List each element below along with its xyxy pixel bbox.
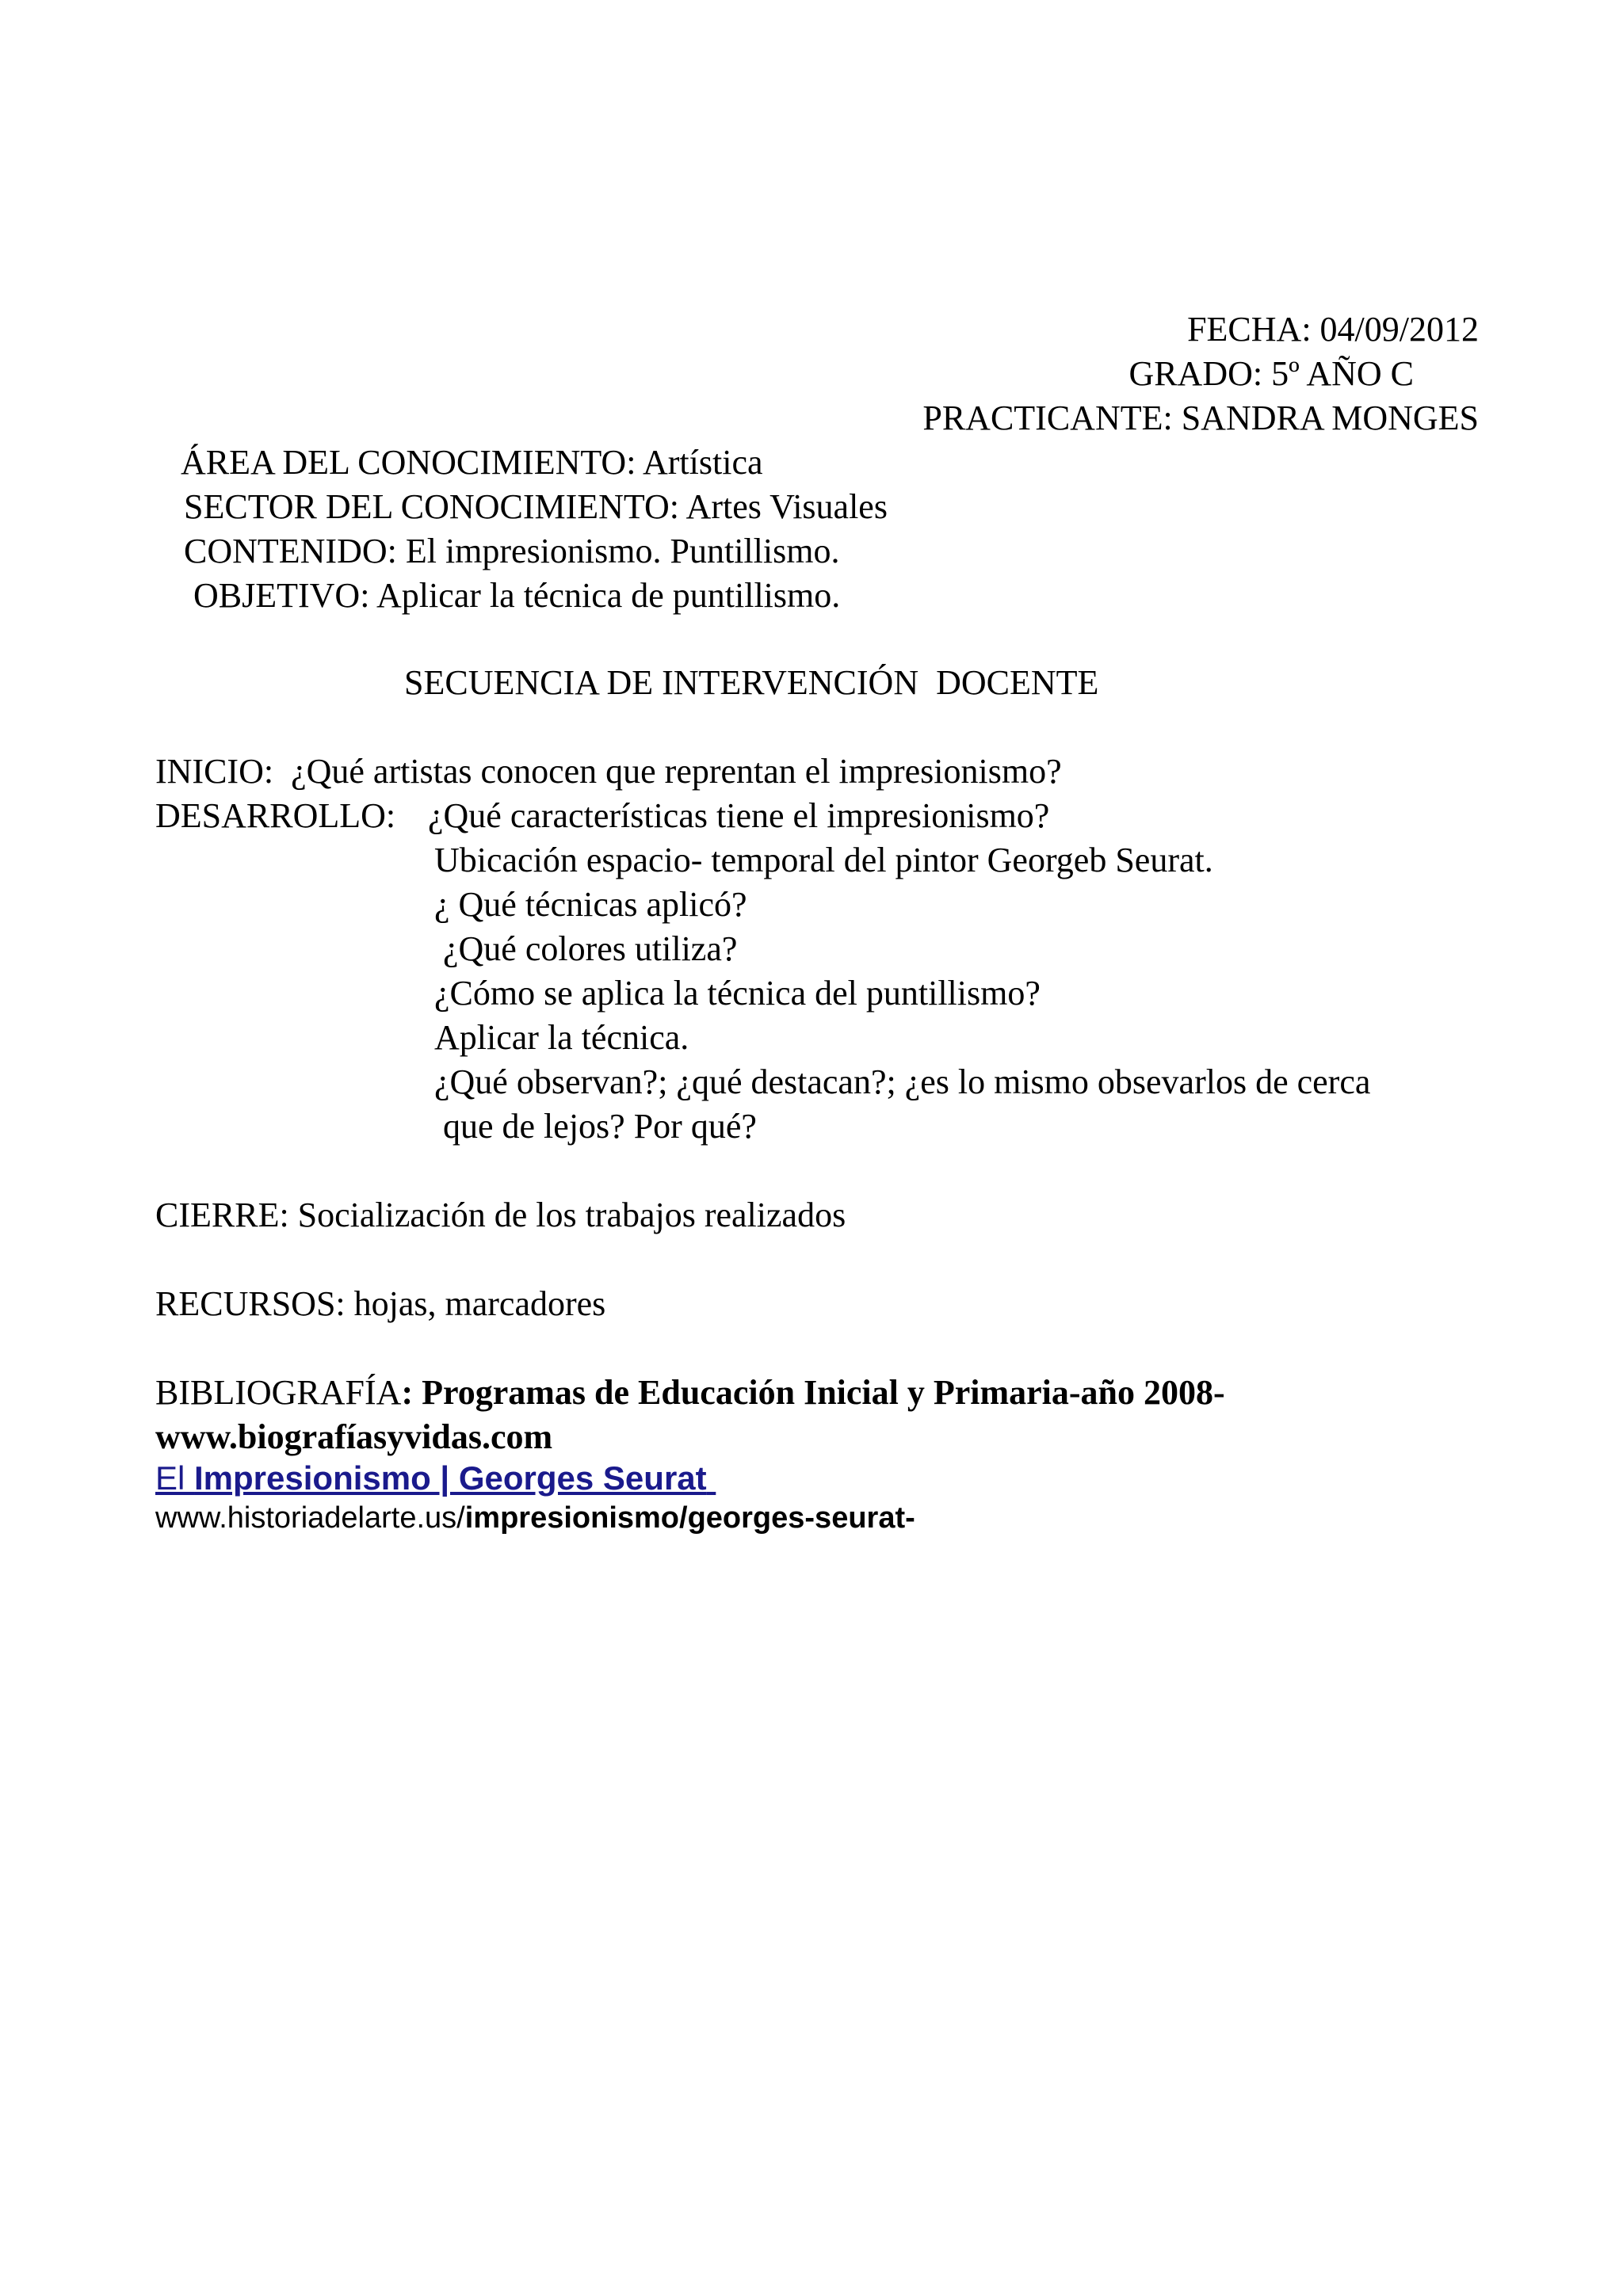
bibliography-link[interactable]	[155, 1458, 716, 1499]
bibliography-url	[155, 1499, 915, 1537]
desarrollo-label: DESARROLLO:	[155, 796, 396, 835]
bibliography-text: : Programas de Educación Inicial y Primaria-año 2008-	[401, 1373, 1225, 1412]
inicio-label: INICIO:	[155, 752, 274, 791]
objective-field: OBJETIVO: Aplicar la técnica de puntillismo.	[193, 576, 841, 615]
inicio-text: ¿Qué artistas conocen que reprentan el impresionismo?	[291, 752, 1062, 791]
knowledge-area: ÁREA DEL CONOCIMIENTO: Artística	[181, 443, 763, 482]
link-title[interactable]: Impresionismo | Georges Seurat	[194, 1459, 707, 1497]
grade-field: GRADO: 5º AÑO C	[1128, 354, 1414, 393]
desarrollo-line: ¿Cómo se aplica la técnica del puntillismo?	[434, 974, 1041, 1013]
desarrollo-line: que de lejos? Por qué?	[434, 1107, 757, 1146]
bibliography-row	[155, 1371, 1225, 1415]
desarrollo-line: Aplicar la técnica.	[434, 1018, 689, 1057]
section-title: SECUENCIA DE INTERVENCIÓN DOCENTE	[404, 663, 1099, 702]
cierre-field: CIERRE: Socialización de los trabajos realizados	[155, 1196, 846, 1234]
knowledge-sector: SECTOR DEL CONOCIMIENTO: Artes Visuales	[184, 487, 888, 526]
desarrollo-line: Ubicación espacio- temporal del pintor Georgeb Seurat.	[434, 841, 1213, 879]
bibliography-website: www.biografíasyvidas.com	[155, 1417, 553, 1456]
url-bold: impresionismo/georges-seurat-	[464, 1501, 915, 1535]
content-field: CONTENIDO: El impresionismo. Puntillismo.	[184, 532, 840, 570]
inicio-row	[155, 749, 1062, 794]
date-field: FECHA: 04/09/2012	[1187, 310, 1479, 349]
url-plain: www.historiadelarte.us/	[155, 1501, 465, 1535]
bibliography-label: BIBLIOGRAFÍA	[155, 1373, 402, 1412]
recursos-field: RECURSOS: hojas, marcadores	[155, 1284, 606, 1323]
link-prefix[interactable]: El	[155, 1459, 195, 1497]
desarrollo-line: ¿ Qué técnicas aplicó?	[434, 885, 747, 924]
practitioner-field: PRACTICANTE: SANDRA MONGES	[922, 399, 1479, 437]
desarrollo-line: ¿Qué observan?; ¿qué destacan?; ¿es lo mismo obsevarlos de cerca	[434, 1062, 1371, 1101]
desarrollo-line: ¿Qué características tiene el impresionismo?	[428, 796, 1050, 835]
desarrollo-line: ¿Qué colores utiliza?	[434, 929, 738, 968]
